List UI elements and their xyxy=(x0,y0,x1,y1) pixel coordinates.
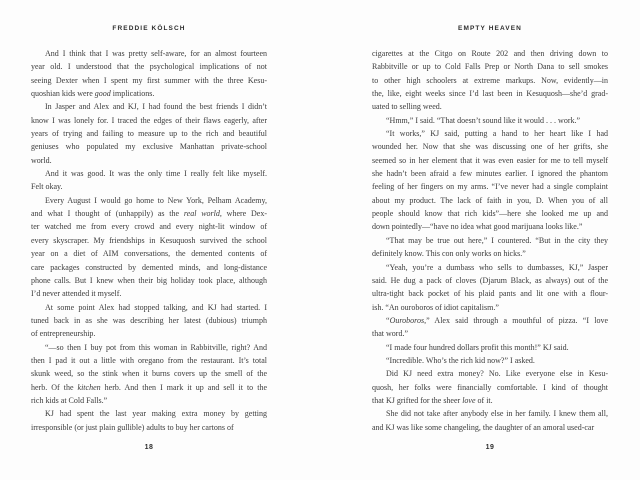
text-line: Every August I would go home to New York, Pelham Academy, xyxy=(45,195,267,205)
text-line: She did not take after anybody else in her family. I knew them all, xyxy=(386,409,608,419)
text-line: down pointedly—“have no idea what good marijuana looks like.” xyxy=(372,222,583,232)
page-body xyxy=(31,47,267,434)
text-line: KJ had spent the last year making extra money by getting xyxy=(45,409,267,419)
text-line: know I was lonely for. I traced the edges of their flaws eagerly, after xyxy=(31,115,267,125)
text-line: years of trying and failing to measure up to the rich and beautiful xyxy=(31,129,267,139)
text-line: said. He dug a pack of cloves (Djarum Black, as always) out of the xyxy=(372,275,608,285)
text-line: irresponsible (or just plain gullible) adults to buy her cartons of xyxy=(31,422,234,432)
page-right xyxy=(372,0,608,480)
text-line: that word.” xyxy=(372,329,408,339)
text-line: ter watched me from every crowd and every night-lit window of xyxy=(31,222,267,232)
text-line: Did KJ need extra money? No. Like everyone else in Kesu- xyxy=(386,369,608,379)
text-line: uated to selling weed. xyxy=(372,102,442,112)
text-line: wounded her. Now that she was discussing one of her grifts, she xyxy=(372,142,608,152)
page-number: 18 xyxy=(144,444,154,451)
text-line: care packages constructed by demented minds, and long-distance xyxy=(31,262,267,272)
text-line: year old. I understood that the psychological implications of not xyxy=(31,62,267,72)
text-line: world. xyxy=(31,155,52,165)
text-line: to other high schoolers at extreme markups. Now, evidently—in xyxy=(372,75,608,85)
text-line: definitely know. This con only works on hicks.” xyxy=(372,249,526,259)
text-line: feeling of her fingers on my arms. “I’ve never had a single complaint xyxy=(372,182,608,192)
text-line: Rabbitville or up to Cold Falls Prep or North Dana to sell smokes xyxy=(372,62,608,72)
text-line: of entrepreneurship. xyxy=(31,329,96,339)
text-line: At some point Alex had stopped talking, and KJ had started. I xyxy=(45,302,267,312)
text-line: “—so then I buy pot from this woman in Rabbitville, right? And xyxy=(45,342,267,352)
text-line: about my product. The lack of faith in you, D. When you of all xyxy=(372,195,608,205)
text-line: And I think that I was pretty self-aware, for an almost fourteen xyxy=(45,49,267,58)
text-line: and what I thought of (unhappily) as the real world, where Dex- xyxy=(31,209,267,219)
text-line: quosh, her folks were financially comfortable. I kind of thought xyxy=(372,382,608,392)
text-line: geniuses who populated my exclusive Manhattan private-school xyxy=(31,142,267,152)
text-line: I’d never attended it myself. xyxy=(31,289,122,299)
page-body xyxy=(372,47,608,434)
text-line: seeing Dexter when I spent my first summer with the three Kesu- xyxy=(31,75,267,85)
text-line: quoshian kids were good implications. xyxy=(31,89,155,99)
text-line: rich kids at Cold Falls.” xyxy=(31,395,108,405)
text-line: And it was good. It was the only time I really felt like myself. xyxy=(45,169,267,179)
text-line: “Hmm,” I said. “That doesn’t sound like it would . . . work.” xyxy=(386,115,581,125)
text-line: “I made four hundred dollars profit this month!” KJ said. xyxy=(386,342,569,352)
text-line: seemed so in her element that it was even easier for me to tell myself xyxy=(372,155,608,165)
text-line: phone calls. But I knew when their big holiday took place, although xyxy=(31,275,267,285)
text-line: and KJ was like some changeling, the daughter of an amoral used-car xyxy=(372,422,595,432)
text-line: skunk weed, so the stink when it burns covers up the smell of the xyxy=(31,369,267,379)
text-line: every skyscraper. My friendships in Kesuquosh survived the school xyxy=(31,235,267,245)
text-line: people should know that rich kids”—here she looked me up and xyxy=(372,209,608,219)
text-line: year on a diet of AIM conversations, the demented contents of xyxy=(31,249,267,259)
text-line: “It works,” KJ said, putting a hand to her heart like I had xyxy=(386,129,608,139)
page-number: 19 xyxy=(485,444,495,451)
text-line: “That may be true out here,” I countered. “But in the city they xyxy=(386,235,608,245)
text-line: that KJ grifted for the sheer love of it. xyxy=(372,395,493,405)
page-left xyxy=(31,0,267,480)
text-line: cigarettes at the Citgo on Route 202 and then driving down to xyxy=(372,49,608,58)
text-line: then I pad it out a little with oregano from the restaurant. It’s total xyxy=(31,355,267,365)
text-line: ish. “An ouroboros of idiot capitalism.” xyxy=(372,302,499,312)
text-line: tuned back in as she was describing her latest (dubious) triumph xyxy=(31,315,267,325)
text-line: Felt okay. xyxy=(31,182,63,192)
text-line: the, like, eight weeks since I’d last been in Kesuquosh—she’d grad- xyxy=(372,89,608,99)
text-line: In Jasper and Alex and KJ, I had found the best friends I didn’t xyxy=(45,102,267,112)
text-line: herb. Of the kitchen herb. And then I mark it up and sell it to the xyxy=(31,382,267,392)
text-line: she hadn’t been afraid a few minutes earlier. I ignored the phantom xyxy=(372,169,608,179)
text-line: “Yeah, you’re a dumbass who sells to dumbasses, KJ,” Jasper xyxy=(386,262,608,272)
text-line: “Incredible. Who’s the rich kid now?” I asked. xyxy=(386,355,535,365)
running-header-title: EMPTY HEAVEN xyxy=(458,25,522,32)
running-header-author: FREDDIE KÖLSCH xyxy=(112,25,186,32)
text-line: “Ouroboros,” Alex said through a mouthful of pizza. “I love xyxy=(386,315,608,325)
text-line: ultra-tight back pocket of his plaid pants and lit one with a flour- xyxy=(372,289,608,299)
